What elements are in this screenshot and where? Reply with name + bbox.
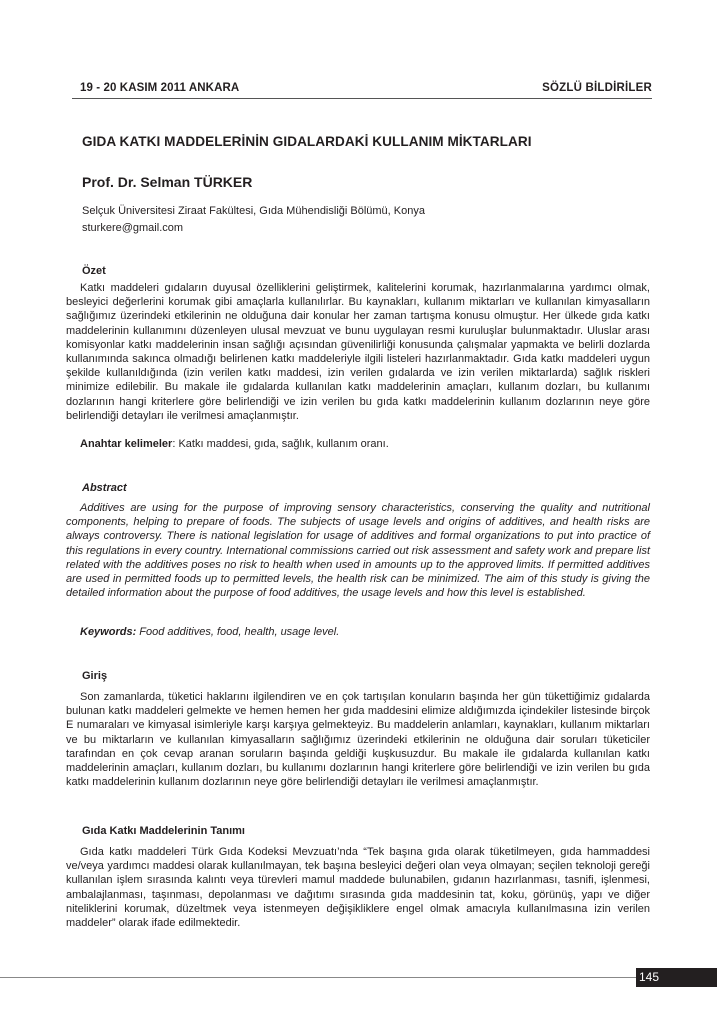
abstract-keywords-text: Food additives, food, health, usage level. (136, 626, 340, 638)
header-section-name: SÖZLÜ BİLDİRİLER (542, 82, 652, 94)
author-affiliation: Selçuk Üniversitesi Ziraat Fakültesi, Gıda Mühendisliği Bölümü, Konya (82, 205, 425, 217)
footer-divider (0, 977, 640, 978)
ozet-keywords-label: Anahtar kelimeler (80, 438, 173, 450)
ozet-keywords-text: : Katkı maddesi, gıda, sağlık, kullanım oranı. (172, 438, 389, 450)
ozet-heading: Özet (82, 265, 106, 277)
giris-paragraph: Son zamanlarda, tüketici haklarını ilgilendiren ve en çok tartışılan konuların başında her gün tükettiğimiz gıdalarda bulunan katkı maddeleri gelmekte ve hemen hemen her gıda maddesini elimize aldığımızda içindekiler listesinde birçok E numaraları ve kimyasal isimleriyle karşı karşıya gelmekteyiz. Bu maddelerin anlamları, kaynakları, kullanım miktarları ve bu miktarların ve kullanılan kimyasalların sağlığımız üzerindeki etkilerinin ne olduğuna dair soruları tüketiciler tarafından en çok cevap aranan soruların başında geldiği kuşkusuzdur. Bu makale ile gıdalarda kullanılan katkı maddelerinin amaçları, kullanım dozları, bu kullanımı dozlarının hangi kriterlere göre belirlendiği ve izin verilen bu gıda katkı maddelerinin kullanım dozlarının neye göre belirlendiği detayları ile verilmesi amaçlanmıştır. (66, 691, 650, 789)
abstract-keywords (80, 626, 339, 638)
abstract-keywords-label: Keywords: (80, 626, 137, 638)
abstract-heading: Abstract (82, 482, 127, 494)
header-divider (72, 98, 652, 99)
abstract-paragraph: Additives are using for the purpose of improving sensory characteristics, conserving the quality and nutritional components, helping to prepare of foods. The subjects of usage levels and origins of additives, and health risks are always controversy. There is national legislation for usage of additives and formal organizations to put into practice of this regulations in every country. International commissions carried out risk assessment and safety work and prepare list related with the additives poses no risk to health when used in amounts up to the approved limits. If permitted additives are used in permitted foods up to permitted levels, the health risk can be minimized. The aim of this study is giving the detailed information about the purpose of food additives, the usage levels and how this level is established. (66, 502, 650, 600)
author-name: Prof. Dr. Selman TÜRKER (82, 174, 253, 190)
header-conference-date: 19 - 20 KASIM 2011 ANKARA (80, 82, 240, 94)
paper-title: GIDA KATKI MADDELERİNİN GIDALARDAKİ KULLANIM MİKTARLARI (82, 134, 532, 149)
page-number: 145 (636, 968, 717, 987)
ozet-paragraph: Katkı maddeleri gıdaların duyusal özelliklerini geliştirmek, kalitelerini korumak, hazırlanmalarına yardımcı olmak, besleyici değerlerini korumak gibi amaçlarla kullanılırlar. Bu kaynakları, kullanım miktarları ve kullanılan kimyasalların sağlığımız üzerindeki etkilerinin ne olduğuna dair konular her zaman tartışma konusu olmuştur. Her ülkede gıda katkı maddelerinin kullanımını düzenleyen ulusal mevzuat ve bunu uygulayan resmi kuruluşlar bulunmaktadır. Uluslar arası komisyonlar katkı maddelerinin insan sağlığı açısından güvenilirliği konusunda çalışmalar yapmakta ve belirli dozlarda kullanımında sakınca olmadığı belirlenen katkı maddeleriyle ilgili listeleri hazırlanmaktadır. Gıda katkı maddeleri uygun şekilde kullanıldığında (izin verilen katkı maddesi, izin verilen gıdalarda ve izin verilen miktarlarda) sağlık riskleri minimize edilebilir. Bu makale ile gıdalarda kullanılan katkı maddelerinin amaçları, kullanım dozları, bu kullanımı dozlarının hangi kriterlere göre belirlendiği ve izin verilen bu gıda katkı maddelerinin kullanım dozlarının neye göre belirlendiği detayları ile verilmesi amaçlanmıştır. (66, 282, 650, 422)
author-email: sturkere@gmail.com (82, 222, 184, 234)
giris-heading: Giriş (82, 670, 108, 682)
running-header (72, 82, 652, 98)
ozet-keywords (80, 438, 389, 450)
tanim-paragraph: Gıda katkı maddeleri Türk Gıda Kodeksi Mevzuatı’nda “Tek başına gıda olarak tüketilmeyen, gıda hammaddesi ve/veya yardımcı maddesi olarak kullanılmayan, tek başına besleyici değeri olan veya olmayan; seçilen teknoloji gereği kullanılan işlem sırasında kalıntı veya türevleri mamul maddede bulunabilen, gıdanın hazırlanması, tasnifi, işlenmesi, ambalajlanması, taşınması, depolanması ve dağıtımı sırasında gıda maddesinin tat, koku, görünüş, yapı ve diğer niteliklerini korumak, düzeltmek veya istenmeyen değişikliklere engel olmak amacıyla kullanılmasına izin verilen maddeler” olarak ifade edilmektedir. (66, 846, 650, 930)
tanim-heading: Gıda Katkı Maddelerinin Tanımı (82, 825, 245, 837)
